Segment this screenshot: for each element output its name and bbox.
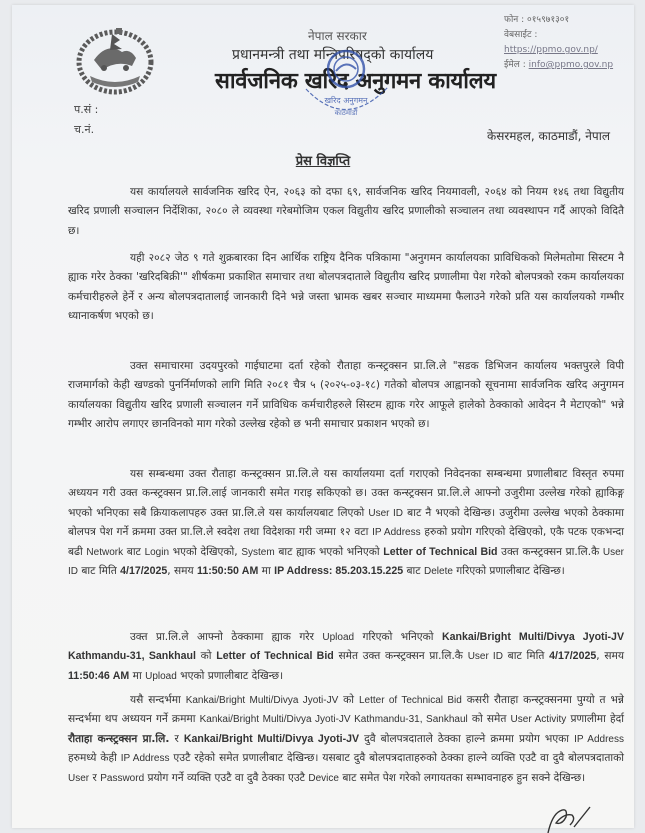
text-run: को [200, 650, 212, 663]
text-run: User ID [467, 651, 503, 663]
text-run: बाट [126, 545, 141, 558]
text-run: भएको प्रणालीबाट देखिन्छ। [180, 669, 284, 682]
text-run: Letter of Technical Bid [383, 545, 498, 558]
text-run: प्रणालीमा हेर्दा [570, 713, 624, 726]
text-run: IP Address: 85.203.15.225 [274, 565, 404, 578]
dispatch-number-label: च.नं. [74, 123, 95, 136]
text-run: र [174, 732, 179, 745]
paragraph-5 [68, 628, 624, 686]
text-run: उक्त कन्स्ट्रक्सन प्रा.लि.कै [501, 545, 600, 558]
text-run: उक्त प्रा.लि.ले आफ्नो ठेक्कामा ह्याक गरेर [130, 631, 314, 643]
text-run: Kankai/Bright Multi/Divya Jyoti-JV [183, 732, 360, 745]
text-run: र [92, 771, 97, 784]
text-run: बाट ह्याक भएको भनिएको [278, 545, 380, 558]
text-run: System [241, 546, 275, 558]
government-name: नेपाल सरकार [308, 29, 367, 43]
text-run: Device [308, 772, 339, 784]
text-run: यस सम्बन्धमा उक्त रौताहा कन्स्ट्रक्सन प्रा.लि.ले यस कार्यालयमा दर्ता गराएको निवेदनका सम्बन्धमा प्रणालीबाट विस्तृत रुपमा अध्ययन गरी उक्त कन्स्ट्रक्सन प्रा.लि.लाई जानकारी समेत गराइ सकिएको छ। उक्त कन्स्ट्रक्सन प्रा.लि.ले आफ्नो उजुरीमा उल्लेख गरेको ह्याकिङ्ग भएको भनिएका सबै क्रियाकलापहरु उक्त प्रा.लि.ले यस कार्यालयबाट लिएको [68, 468, 624, 519]
text-run: IP Address [120, 753, 170, 765]
phone-line [504, 13, 634, 28]
official-stamp-icon [298, 39, 394, 129]
text-run: Login [144, 546, 170, 558]
text-run: को समेत [471, 713, 507, 726]
text-run: Kankai/Bright Multi/Divya Jyoti-JV [185, 695, 339, 706]
phone-number: ०१५९७१३०१ [527, 15, 570, 25]
text-run: बाट नै भएको देखिन्छ। उजुरीमा उल्लेख भएको ठेक्कामा बोलपत्र पेश गर्ने क्रममा उक्त प्रा.लि.ले स्वदेश तथा विदेशका गरी जम्मा १२ वटा [68, 506, 624, 539]
reference-number-label: प.सं : [74, 103, 99, 116]
text-run: Letter of Technical Bid [358, 695, 462, 706]
paragraph-5-text [68, 628, 624, 686]
text-run: को [343, 694, 355, 706]
paragraph-4 [68, 465, 624, 581]
text-run: बाट मिति [81, 565, 117, 578]
phone-label: फोन : [504, 15, 525, 25]
text-run: IP Address [574, 733, 624, 745]
document-title [12, 151, 634, 169]
office-name: सार्वजनिक खरिद अनुगमन कार्यालय [215, 69, 496, 94]
text-run: User ID [368, 507, 404, 519]
contact-block [504, 13, 634, 73]
text-run: User [68, 772, 90, 784]
text-run: बाट मिति [507, 650, 545, 663]
text-run: 4/17/2025 [549, 650, 597, 663]
text-run: दुवै बोलपत्रदाताले ठेक्का हाल्ने क्रममा प्रयोग भएका [364, 732, 570, 745]
office-address: केसरमहल, काठमाडौं, नेपाल [486, 129, 610, 143]
text-run: 11:50:50 AM [197, 565, 259, 578]
email-link[interactable]: info@ppmo.gov.np [528, 60, 614, 70]
text-run: प्रयोग गर्ने व्यक्ति एउटै वा दुवै ठेक्का एउटै [147, 771, 305, 784]
text-run: 11:50:46 AM [68, 669, 130, 682]
paragraph-4-text [68, 465, 624, 581]
paragraph-1 [68, 183, 624, 241]
text-run: मा [132, 669, 142, 682]
text-run: Upload [322, 632, 355, 643]
text-run: हरुको प्रयोग गरिएको देखिएको, एकै पटक एकभन्दा बढी [68, 526, 625, 558]
website-label: वेबसाईट : [504, 30, 538, 40]
text-run: गरिएको प्रणालीबाट देखिन्छ। [456, 565, 565, 578]
text-run: Upload [145, 670, 177, 682]
letter-page [12, 5, 634, 828]
text-run: एउटै रहेको समेत प्रणालीबाट देखिन्छ। यसबाट दुवै बोलपत्रदाताहरुको ठेक्का हाल्ने व्यक्ति एउटै वा दुवै बोलपत्रदाताको [173, 752, 624, 765]
text-run: यसै सन्दर्भमा [130, 694, 181, 706]
text-run: गरिएको भनिएको [362, 631, 434, 643]
nepal-emblem-icon [72, 22, 158, 96]
press-release-heading: प्रेस विज्ञप्ति [295, 154, 351, 169]
email-line [504, 58, 634, 73]
text-run: User ID [68, 546, 625, 578]
paragraph-3-text: उक्त समाचारमा उदयपुरको गाईघाटमा दर्ता रहेको रौताहा कन्स्ट्रक्सन प्रा.लि.ले "सडक डिभिजन कार्यालय भक्तपुरले विपी राजमार्गको केही खण्डको पुनर्निर्माणको लागि मिति २०८१ चैत्र ५ (२०२५-०३-१८) गतेको बोलपत्र आह्वानको सूचनामा सार्वजनिक खरिद अनुगमन कार्यालयका विद्युतीय खरिद प्रणाली सञ्चालन गर्ने प्राविधिक कर्मचारीहरुले सिस्टम ह्याक गरेर आफूले हालेको ठेक्काको आवेदन नै मेटाएको" भन्ने गम्भीर आरोप लगाएर छानविनको माग गरेको उल्लेख रहेको छ भनी समाचार प्रकाशन भएको छ। [68, 360, 624, 431]
text-run: IP Address [372, 527, 421, 539]
svg-text:खरिद अनुगमन: खरिद अनुगमन [324, 96, 368, 105]
text-run: Network [86, 546, 124, 558]
text-run: 4/17/2025 [120, 565, 168, 578]
text-run: बाट समेत पेश गरेको लगायतका सम्भावनाहरु हुन सक्ने देखिन्छ। [342, 771, 586, 784]
text-run: User Activity [510, 714, 567, 726]
text-run: Password [100, 772, 145, 784]
paragraph-1-text: यस कार्यालयले सार्वजनिक खरिद ऐन, २०६३ को दफा ६९, सार्वजनिक खरिद नियमावली, २०६४ को नियम १४६ तथा विद्युतीय खरिद प्रणाली सञ्चालन निर्देशिका, २०८० ले व्यवस्था गरेबमोजिम एकल विद्युतीय खरिद प्रणालीको सञ्चालन तथा व्यवस्थापन गर्दै आएको विदितै छ। [68, 186, 624, 237]
text-run: Letter of Technical Bid [216, 650, 334, 663]
paragraph-6-text [68, 691, 624, 788]
paragraph-3 [68, 357, 624, 435]
svg-text:काठमाडौं: काठमाडौं [334, 109, 358, 117]
website-line [504, 28, 634, 58]
text-run: बाट [406, 565, 421, 578]
text-run: Delete [424, 566, 453, 578]
text-run: भएको देखिएको, [172, 545, 238, 558]
ministry-name: प्रधानमन्त्री तथा मन्त्रिपरिषद्को कार्यालय [232, 47, 434, 63]
paragraph-2-text: यही २०८२ जेठ ९ गते शुक्रबारका दिन आर्थिक राष्ट्रिय दैनिक पत्रिकामा "अनुगमन कार्यालयका प्राविधिकको मिलेमतोमा सिस्टम नै ह्याक गरेर ठेक्का 'खरिदबिक्री'" शीर्षकमा प्रकाशित समाचार तथा बोलपत्रदाताले विद्युतीय खरिद प्रणालीमा पेश गरेको बोलपत्रको रकम कार्यालयका कर्मचारीहरुले हेर्ने र अन्य बोलपत्रदातालाई जानकारी दिने भन्ने जस्ता भ्रामक खबर सञ्चार माध्यममा फैलाउने गरेको प्रति यस कार्यालयको गम्भीर ध्यानाकर्षण भएको छ। [68, 252, 624, 323]
text-run: , समय [596, 650, 624, 663]
text-run: Kankai/Bright Multi/Divya Jyoti-JV Kathmandu-31, Sankhaul [199, 714, 468, 726]
text-run: , समय [167, 565, 194, 578]
text-run: मा [261, 565, 271, 578]
text-run: कसरी रौताहा कन्स्ट्रक्सनमा पुग्यो त भन्ने सन्दर्भमा थप अध्ययन गर्ने क्रममा [68, 694, 624, 726]
email-label: ईमेल : [504, 60, 526, 70]
website-link[interactable]: https://ppmo.gov.np/ [504, 45, 598, 55]
paragraph-6 [68, 691, 624, 788]
text-run: हरुमध्ये केही [68, 752, 117, 765]
signature-icon [540, 805, 600, 833]
paragraph-2 [68, 249, 624, 327]
text-run: रौताहा कन्स्ट्रक्सन प्रा.लि. [68, 732, 170, 745]
text-run: Kankai/Bright Multi/Divya Jyoti-JV Kathmandu-31, Sankhaul [68, 631, 625, 663]
text-run: समेत उक्त कन्स्ट्रक्सन प्रा.लि.कै [338, 650, 463, 663]
